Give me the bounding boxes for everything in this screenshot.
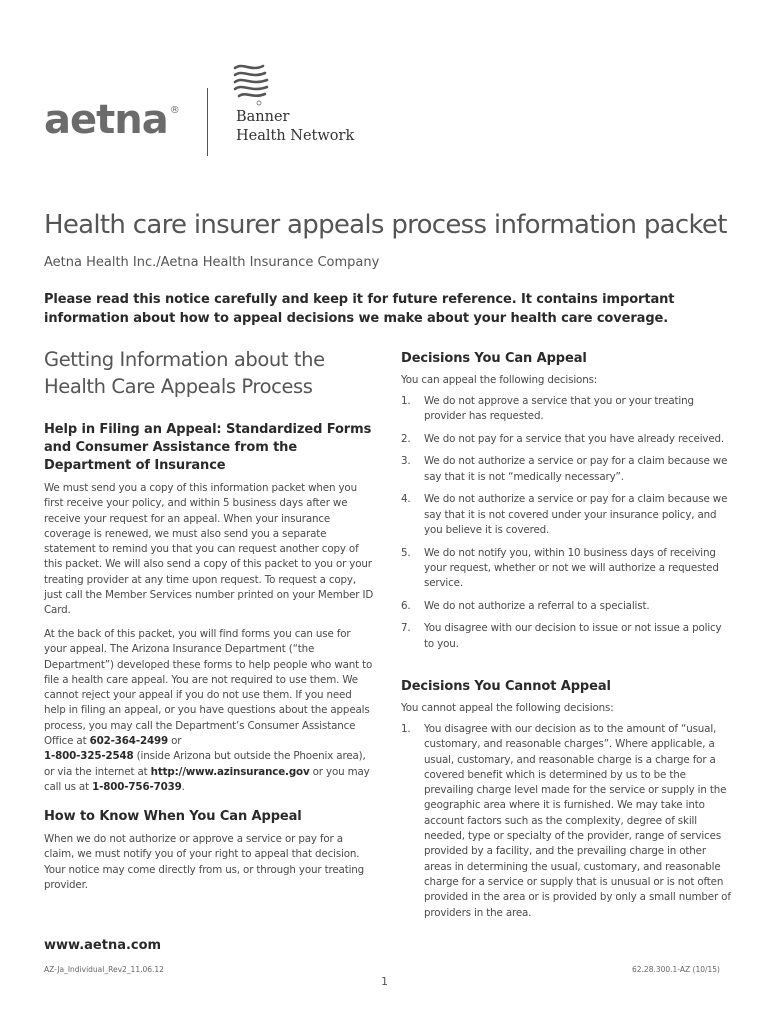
list-text: We do not approve a service that you or your treating provider has requested.: [424, 395, 694, 423]
logo-divider: [207, 88, 208, 156]
phone-toll-free: 1-800-325-2548: [44, 750, 134, 763]
list-item: [401, 621, 731, 652]
intro-notice: Please read this notice carefully and keep it for future reference. It contains important information about how to appeal decisions we make about your health care coverage.: [44, 292, 675, 326]
help-p2-text-d: or you may call us at: [44, 765, 370, 793]
page-title: Health care insurer appeals process information packet: [44, 210, 727, 240]
know-when-paragraph: When we do not authorize or approve a service or pay for a claim, we must notify you of your right to appeal that decision. Your notice may come directly from us, or through your treating provider.: [44, 833, 365, 891]
aetna-logo: [44, 97, 179, 143]
help-p2-text-a: At the back of this packet, you will find forms you can use for your appeal. The Arizona Insurance Department (“the Department”) developed these forms to help people who want to file a health care appeal. You are not required to use them. We cannot reject your appeal if you do not use them. If you need help in filing an appeal, or you have questions about the appeals process, you may call the Department’s Consumer Assistance Office at: [44, 628, 373, 748]
list-number: 1.: [401, 395, 411, 407]
list-text: We do not notify you, within 10 business days of receiving your request, whether or not we will authorize a requested service.: [424, 546, 719, 590]
list-item: [401, 599, 731, 614]
list-number: 1.: [401, 723, 411, 735]
can-appeal-list: [401, 394, 731, 659]
aetna-logo-text: aetna: [44, 97, 168, 143]
help-filing-paragraph-2: [44, 627, 376, 795]
list-text: You disagree with our decision as to the amount of “usual, customary, and reasonable charges”. Where applicable, a usual, customary, and reasonable charge is a charge for a covered benefit which is determined by us to be the prevailing charge level made for the service or supply in the geographic area where it is furnished. We may take into account factors such as the complexity, degree of skill needed, type or specialty of the provider, range of services provided by a facility, and the prevailing charge in other areas in determining the usual, customary, and reasonable charge for a service or supply that is unusual or is not often provided in the area or is provided by only a small number of providers in the area.: [424, 723, 731, 919]
help-filing-paragraph-1: We must send you a copy of this information packet when you first receive your policy, and within 5 business days after we receive your request for an appeal. When your insurance coverage is renewed, we must also send you a separate statement to remind you that you can request another copy of this packet. We will also send a copy of this packet to you or your treating provider at any time upon request. To request a copy, just call the Member Services number printed on your Member ID Card.: [44, 482, 374, 617]
help-p2-text-b: or: [171, 735, 182, 748]
banner-logo-line2: Health Network: [236, 128, 355, 144]
help-p2-text-c: (inside Arizona but outside the Phoenix area), or via the internet at: [44, 750, 366, 778]
list-item: [401, 432, 731, 447]
phone-consumer-assistance: 602-364-2499: [89, 735, 169, 748]
list-number: 7.: [401, 622, 411, 635]
can-appeal-heading: Decisions You Can Appeal: [401, 351, 587, 366]
cannot-appeal-list: [401, 722, 731, 928]
azinsurance-link[interactable]: http://www.azinsurance.gov: [150, 765, 310, 778]
help-p2-text-e: .: [181, 780, 185, 793]
banner-health-network-logo: [236, 108, 354, 146]
cannot-appeal-heading: Decisions You Cannot Appeal: [401, 679, 611, 694]
list-number: 5.: [401, 546, 411, 559]
list-number: 4.: [401, 493, 411, 506]
section-heading-getting-information: Getting Information about the Health Care Appeals Process: [44, 348, 325, 398]
list-item: [401, 454, 731, 485]
form-code-left: AZ-Ja_Individual_Rev2_11.06.12: [44, 965, 164, 974]
list-item: [401, 722, 731, 921]
list-text: We do not authorize a referral to a specialist.: [424, 599, 650, 612]
phone-aetna: 1-800-756-7039: [92, 780, 182, 793]
list-number: 2.: [401, 432, 411, 445]
registered-mark: ®: [169, 105, 179, 116]
list-item: [401, 492, 731, 538]
banner-logo-line1: Banner: [236, 109, 290, 125]
form-code-right: 62.28.300.1-AZ (10/15): [632, 965, 720, 974]
know-when-heading: How to Know When You Can Appeal: [44, 809, 302, 824]
list-text: You disagree with our decision to issue or not issue a policy to you.: [424, 622, 722, 650]
page-subtitle: Aetna Health Inc./Aetna Health Insurance Company: [44, 255, 380, 270]
list-text: We do not pay for a service that you have already received.: [424, 432, 725, 445]
list-item: [401, 546, 731, 592]
can-appeal-intro: You can appeal the following decisions:: [401, 374, 598, 386]
list-number: 3.: [401, 455, 411, 468]
list-item: [401, 394, 731, 425]
cannot-appeal-intro: You cannot appeal the following decisions:: [401, 702, 614, 714]
list-text: We do not authorize a service or pay for a claim because we say that it is not covered under your insurance policy, and you believe it is covered.: [424, 493, 728, 536]
list-text: We do not authorize a service or pay for a claim because we say that it is not “medically necessary”.: [424, 455, 728, 483]
page-number: 1: [381, 975, 388, 988]
help-filing-heading: Help in Filing an Appeal: Standardized Forms and Consumer Assistance from the Department of Insurance: [44, 422, 372, 473]
banner-flag-icon: [229, 60, 273, 106]
list-number: 6.: [401, 599, 411, 612]
aetna-website-link[interactable]: www.aetna.com: [44, 938, 162, 953]
